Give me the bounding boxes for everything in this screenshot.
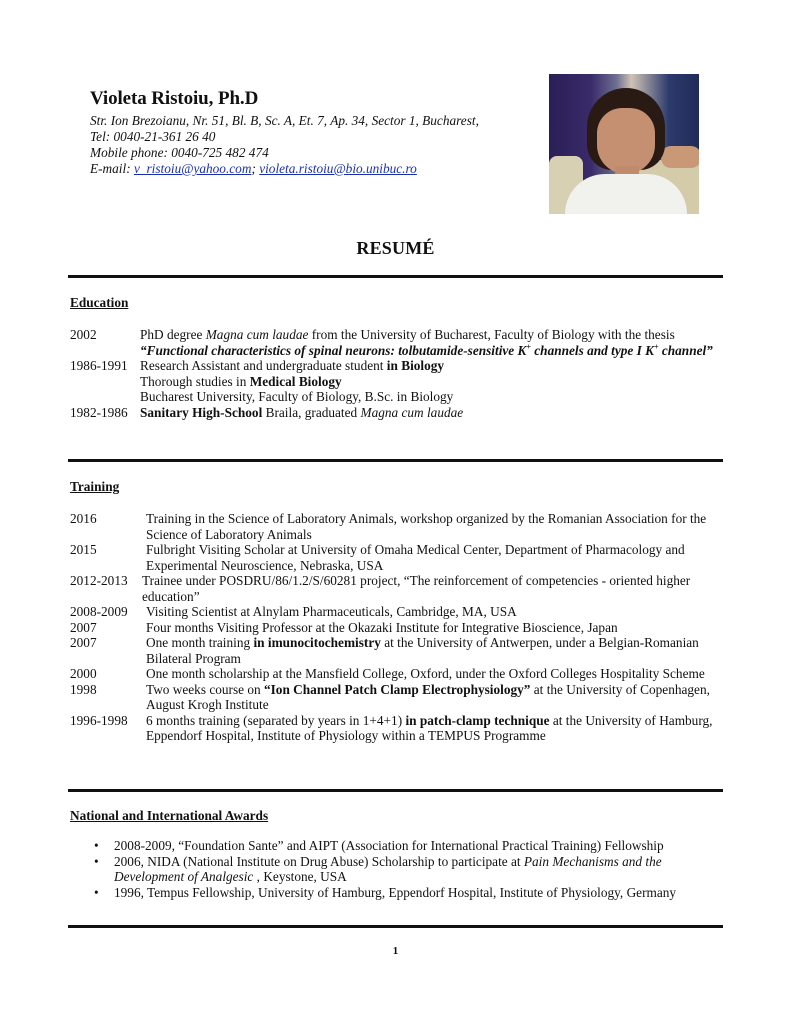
training-entry (70, 635, 720, 666)
entry-year: 2015 (70, 542, 97, 557)
training-entry (70, 682, 720, 713)
page-number: 1 (392, 945, 399, 957)
email-line (90, 161, 479, 177)
training-list (70, 511, 720, 744)
entry-text: Fulbright Visiting Scholar at University of Omaha Medical Center, Department of Pharmacology and Experimental Neuroscience, Nebraska, USA (146, 542, 685, 573)
entry-year: 2016 (70, 511, 97, 526)
entry-text: Visiting Scientist at Alnylam Pharmaceuticals, Cambridge, MA, USA (146, 604, 517, 619)
entry-text: Sanitary High-School Braila, graduated Magna cum laudae (140, 404, 464, 420)
photo-hand (661, 146, 699, 168)
education-list (70, 327, 730, 420)
entry-text: One month scholarship at the Mansfield College, Oxford, under the Oxford Colleges Hospitality Scheme (146, 666, 705, 681)
bullet-icon: • (94, 838, 99, 853)
entry-year: 1998 (70, 681, 97, 697)
email-separator: ; (251, 161, 260, 176)
training-heading: Training (70, 479, 120, 494)
education-entry (70, 358, 730, 405)
entry-text: Research Assistant and undergraduate student in Biology Thorough studies in Medical Biology Bucharest University, Faculty of Biology, B.Sc. in Biology (140, 358, 454, 404)
education-heading: Education (70, 295, 129, 310)
training-entry (70, 511, 720, 542)
training-entry (70, 542, 720, 573)
award-item: • 1996, Tempus Fellowship, University of Hamburg, Eppendorf Hospital, Institute of Physiology, Germany (94, 884, 677, 900)
training-entry (70, 620, 720, 636)
training-entry (70, 666, 720, 682)
email-link-unibuc[interactable]: violeta.ristoiu@bio.unibuc.ro (259, 161, 417, 176)
award-item: • 2008-2009, “Foundation Sante” and AIPT (Association for International Practical Training) Fellowship (94, 838, 664, 853)
bullet-icon: • (94, 853, 99, 869)
entry-text: Trainee under POSDRU/86/1.2/S/60281 project, “The reinforcement of competencies - oriented higher education” (142, 573, 691, 604)
divider-rule (68, 789, 723, 792)
photo-face (597, 108, 655, 174)
entry-year: 2007 (70, 635, 97, 650)
entry-year: 2002 (70, 327, 97, 342)
document-title: RESUMÉ (356, 238, 435, 258)
entry-year: 2000 (70, 666, 97, 681)
email-link-yahoo[interactable]: v_ristoiu@yahoo.com (133, 161, 252, 176)
portrait-photo (549, 74, 699, 214)
education-entry (70, 405, 730, 421)
entry-text: Training in the Science of Laboratory Animals, workshop organized by the Romanian Association for the Science of Laboratory Animals (146, 511, 707, 542)
awards-list (86, 838, 731, 900)
address: Str. Ion Brezoianu, Nr. 51, Bl. B, Sc. A, Et. 7, Ap. 34, Sector 1, Bucharest, (90, 113, 479, 128)
contact-block (90, 113, 479, 177)
mobile-phone: Mobile phone: 0040-725 482 474 (90, 145, 269, 160)
photo-shirt (565, 174, 687, 214)
bullet-icon: • (94, 884, 99, 900)
entry-text: PhD degree Magna cum laudae from the University of Bucharest, Faculty of Biology with the thesis “Functional characteristics of spinal neurons: tolbutamide-sensitive K+ channels and type I K+ channel” (140, 327, 713, 358)
telephone: Tel: 0040-21-361 26 40 (90, 129, 216, 144)
entry-year: 2012-2013 (70, 573, 128, 588)
entry-year: 2007 (70, 619, 97, 635)
entry-text: Four months Visiting Professor at the Okazaki Institute for Integrative Bioscience, Japan (146, 619, 618, 635)
entry-text: 6 months training (separated by years in 1+4+1) in patch-clamp technique at the University of Hamburg, Eppendorf Hospital, Institute of Physiology within a TEMPUS Programme (146, 712, 713, 743)
email-label: E-mail: (90, 161, 134, 176)
entry-year: 2008-2009 (70, 604, 128, 619)
training-entry (70, 604, 720, 620)
entry-year: 1996-1998 (70, 712, 128, 728)
entry-year: 1982-1986 (70, 404, 128, 420)
awards-heading: National and International Awards (70, 808, 269, 823)
entry-text: Two weeks course on “Ion Channel Patch Clamp Electrophysiology” at the University of Copenhagen, August Krogh Institute (146, 681, 710, 712)
entry-text: One month training in imunocitochemistry at the University of Antwerpen, under a Belgian-Romanian Bilateral Program (146, 635, 699, 666)
training-entry (70, 573, 720, 604)
divider-rule (68, 459, 723, 462)
candidate-name: Violeta Ristoiu, Ph.D (90, 88, 259, 109)
training-entry (70, 713, 720, 744)
award-item: • 2006, NIDA (National Institute on Drug Abuse) Scholarship to participate at Pain Mechanisms and the Development of Analgesic , Keystone, USA (94, 853, 662, 884)
education-entry (70, 327, 730, 358)
entry-year: 1986-1991 (70, 358, 128, 373)
divider-rule (68, 275, 723, 278)
divider-rule (68, 925, 723, 928)
